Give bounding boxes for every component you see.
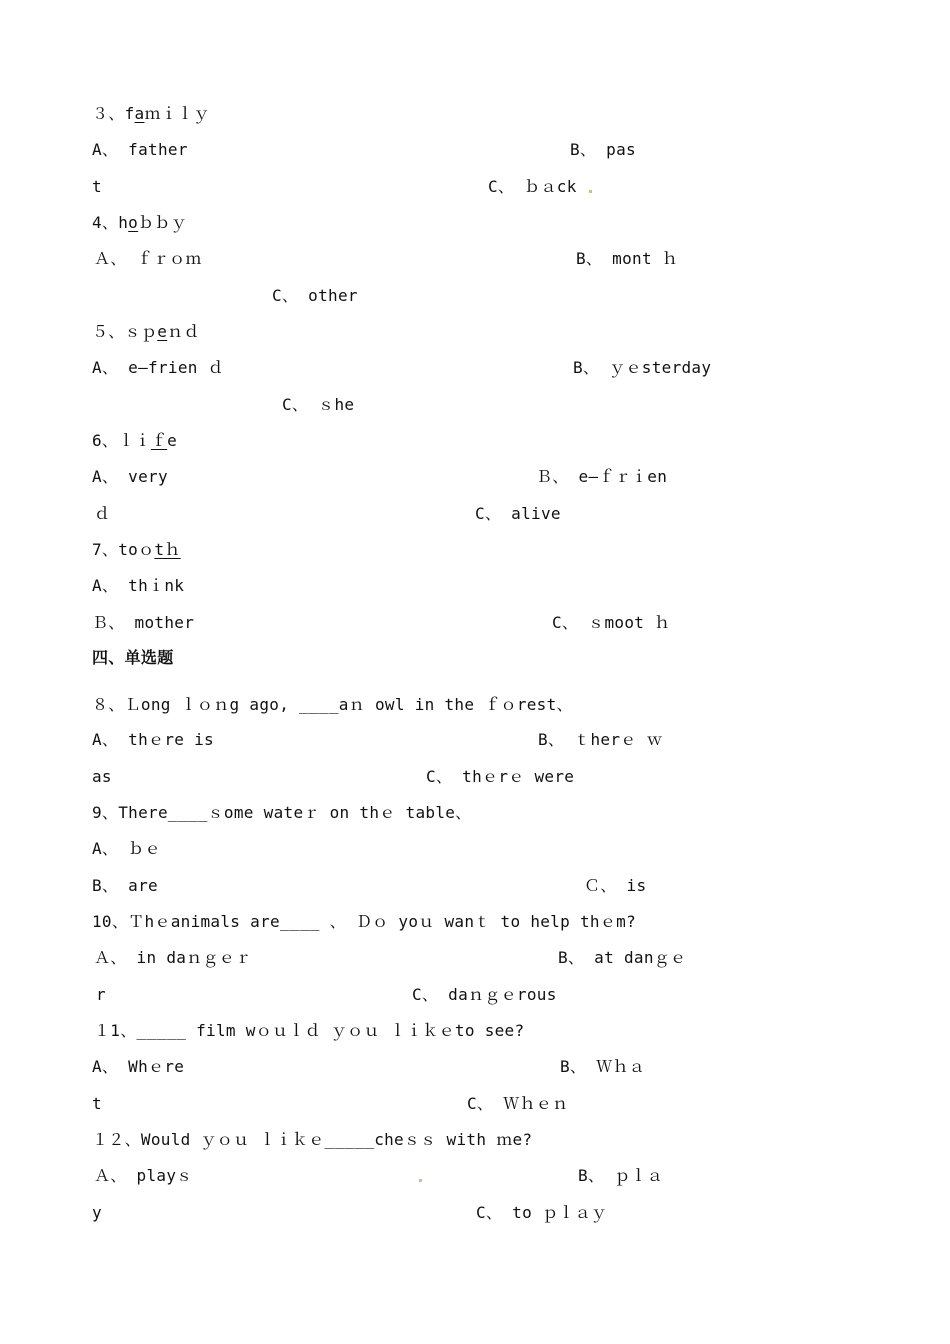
question-12-option-c: C、 to ｐｌａｙ (476, 1203, 608, 1222)
question-12-option-b-continued: y (92, 1203, 102, 1222)
question-12-option-a: Ａ、 playｓ (94, 1166, 193, 1185)
question-4-option-a: Ａ、 ｆｒｏｍ (94, 249, 202, 268)
question-4-option-b: B、 mont ｈ (576, 249, 679, 268)
question-6-option-b-continued: ｄ (94, 504, 111, 523)
question-10-option-b: B、 at danｇｅ (558, 948, 687, 967)
question-11-stem: １1、_____ film wｏｕｌｄ ｙｏｕ ｌｉｋｅto see? (94, 1021, 525, 1040)
speck-mark (589, 190, 592, 193)
question-3-option-b-continued: t (92, 177, 102, 196)
question-11-option-c: C、 Ｗｈｅｎ (467, 1094, 569, 1113)
question-10-stem: 10、Ｔhｅanimals are____ 、 Ｄｏ yoｕ wanｔ to help thｅm? (92, 912, 637, 931)
question-9-option-a: A、 ｂｅ (92, 839, 161, 858)
question-3-option-c: C、 ｂａck (488, 177, 577, 196)
question-12-option-b: B、 ｐｌａ (578, 1166, 664, 1185)
question-11-option-b: B、 Ｗｈａ (560, 1057, 646, 1076)
question-7-option-b: Ｂ、 mother (92, 613, 195, 632)
question-9-option-b: B、 are (92, 876, 158, 895)
question-11-option-b-continued: t (92, 1094, 102, 1113)
question-7-stem: 7、toｏtｈ (92, 540, 181, 559)
question-9-option-c: Ｃ、 is (584, 876, 647, 895)
question-10-option-a: Ａ、 in daｎｇｅｒ (94, 948, 252, 967)
question-6-option-c: C、 alive (475, 504, 561, 523)
section-heading-single-choice: 四、单选题 (92, 648, 174, 667)
speck-mark (419, 1179, 422, 1182)
question-8-option-b-continued: as (92, 767, 112, 786)
question-8-option-b: B、 ｔherｅ ｗ (538, 730, 663, 749)
question-8-option-a: A、 thｅre is (92, 730, 214, 749)
question-12-stem: １２、Would ｙｏｕ ｌｉｋｅ_____cheｓｓ with ｍe? (92, 1130, 533, 1149)
question-4-option-c: C、 other (272, 286, 358, 305)
question-8-option-c: C、 thｅrｅ were (426, 767, 575, 786)
question-10-option-b-continued: r (96, 985, 106, 1004)
question-5-option-b: B、 ｙｅsterday (573, 358, 712, 377)
question-3-option-b: B、 pas (570, 140, 636, 159)
question-3-option-a: A、 father (92, 140, 188, 159)
question-7-option-c: C、 ｓmoot ｈ (552, 613, 671, 632)
question-8-stem: ８、Ｌong ｌｏｎg ago, ____aｎ owl in the ｆｏrest、 (92, 695, 573, 714)
question-5-option-a: A、 e—frien ｄ (92, 358, 224, 377)
question-6-option-a: A、 very (92, 467, 168, 486)
question-5-stem: ５、ｓｐeｎｄ (92, 322, 200, 341)
question-5-option-c: C、 ｓhe (282, 395, 355, 414)
question-6-option-b: Ｂ、 e—ｆｒｉen (536, 467, 668, 486)
question-6-stem: 6、ｌｉｆe (92, 431, 178, 450)
question-7-option-a: A、 thｉnk (92, 576, 185, 595)
question-10-option-c: C、 daｎｇｅrous (412, 985, 557, 1004)
question-11-option-a: A、 Whｅre (92, 1057, 185, 1076)
question-9-stem: 9、There____ｓome wateｒ on thｅ table、 (92, 803, 472, 822)
question-4-stem: 4、hoｂｂｙ (92, 213, 188, 232)
question-3-stem: ３、faｍｉｌｙ (92, 104, 210, 123)
